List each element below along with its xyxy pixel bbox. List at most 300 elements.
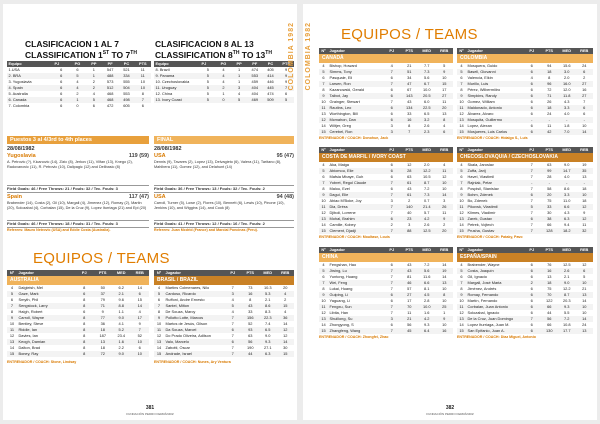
table-cell: 6	[322, 75, 325, 80]
column-header: Jugador	[328, 48, 383, 54]
table-cell: 10	[131, 351, 150, 357]
table-cell: 9	[436, 316, 454, 322]
table-cell: 11	[457, 105, 466, 111]
table-cell: 3.0	[558, 69, 576, 75]
table-cell: 4	[69, 85, 85, 91]
table-cell: 7	[390, 274, 393, 279]
table-cell: 9	[319, 292, 328, 298]
table-cell: 4.3	[564, 210, 570, 215]
table-cell: 8	[322, 186, 325, 191]
table-cell: 3.2	[418, 117, 436, 123]
table-cell: Yobret, Regol Claude	[328, 180, 383, 186]
table-cell: 7	[523, 228, 541, 234]
colombia-banner: COLOMBIA	[457, 54, 593, 63]
table-cell: Gil, Ignacio	[467, 274, 487, 279]
table-cell: 6	[523, 268, 541, 274]
table-cell: 5	[206, 91, 209, 96]
table-cell: 9	[319, 93, 328, 99]
table-cell: 6	[141, 103, 144, 108]
table-cell: Grainger, Stewart	[329, 99, 360, 104]
table-cell: 13	[319, 216, 328, 222]
table-cell: Solozabal, Ignacio	[467, 310, 500, 315]
table-cell: Fengshan, Hao	[329, 262, 357, 267]
table-cell: 2	[443, 222, 446, 227]
table-cell: 11	[442, 210, 447, 215]
table-cell: Abiomou, Elie	[328, 168, 383, 174]
table-cell: Margall, José Maria	[466, 280, 523, 286]
table-cell: 16	[582, 87, 587, 92]
table-cell: 1.8	[564, 123, 570, 128]
equipos-title-right: EQUIPOS / TEAMS	[341, 26, 478, 43]
column-header: Nº	[154, 270, 164, 276]
table-cell: 16.0	[558, 81, 576, 87]
table-cell: 468	[102, 97, 118, 103]
column-header: MED	[259, 270, 277, 276]
table-cell: Mosjueres, Luis Carlos	[466, 129, 523, 135]
table-cell: San Epifanio, Juan A.	[466, 328, 523, 334]
classification-2-table	[154, 61, 294, 103]
table-cell: 14	[137, 285, 142, 290]
table-cell: 23	[401, 216, 419, 222]
table-cell: 5.2	[112, 327, 131, 333]
table-cell: 488	[102, 73, 118, 79]
brazil-roster	[154, 285, 294, 357]
table-cell: 404	[251, 91, 259, 96]
table-cell: Wiltjer, Greg	[329, 123, 351, 128]
table-cell: 6	[523, 216, 541, 222]
table-cell: 11	[135, 73, 151, 79]
table-cell: 8	[249, 297, 252, 302]
table-cell: 8	[10, 309, 14, 314]
table-cell: 5	[457, 268, 466, 274]
table-cell: 99	[541, 168, 559, 174]
table-cell: 6	[530, 111, 533, 116]
column-header: PJ	[200, 61, 216, 67]
table-cell: 4. Spain	[7, 85, 53, 91]
table-cell: 6	[523, 192, 541, 198]
table-cell: 10	[459, 198, 464, 203]
table-cell: 71	[541, 93, 559, 99]
table-cell: 12	[156, 333, 162, 338]
table-cell: 9. Panama	[154, 73, 200, 79]
table-cell: 13	[442, 111, 447, 116]
final1-score: 95 (47)	[276, 153, 294, 159]
table-cell: 12	[576, 216, 594, 222]
table-cell: -	[558, 180, 576, 186]
game1-lines: A. Petrovic (?), Kicanovic (14), Zizic (8), Jerkov (11), Vilfan (13), Knego (2), Radovanovic (11), R. Petrovic (10), Dalipagic (12) and Delibasic (8)	[7, 160, 133, 169]
table-cell: 7.4	[265, 321, 271, 326]
table-cell: 7	[7, 303, 17, 309]
table-cell: Pospisil, Stanislav	[467, 186, 499, 191]
column-header: Jugador	[466, 247, 523, 253]
table-row	[457, 228, 593, 234]
table-cell: 4.1	[118, 321, 124, 326]
table-cell: 10	[442, 186, 447, 191]
table-cell: 2.0	[424, 162, 430, 167]
table-cell: 6	[390, 298, 393, 303]
table-cell: 553	[247, 73, 263, 79]
table-cell: 5	[206, 67, 209, 72]
table-cell: 6	[131, 291, 150, 297]
equipos-title: EQUIPOS / TEAMS	[33, 250, 170, 267]
table-cell: 6	[530, 63, 533, 68]
table-cell: 4	[443, 123, 446, 128]
table-cell: 12	[582, 262, 587, 267]
table-cell: 7.2	[424, 262, 430, 267]
table-cell: 5. Australia	[8, 91, 28, 96]
table-cell: 10	[436, 180, 454, 186]
table-cell: 4	[277, 291, 295, 297]
table-cell: Pollotto Lotte, Marcos	[164, 315, 224, 321]
table-cell: 6.5	[259, 327, 277, 333]
table-cell: 6	[523, 81, 541, 87]
table-cell: 33	[248, 309, 253, 314]
table-cell: 7.2	[558, 316, 576, 322]
table-cell: 66	[547, 322, 552, 327]
table-cell: 446	[267, 79, 274, 84]
table-cell: 7	[457, 180, 466, 186]
classification-1-table	[7, 61, 151, 109]
table-cell: 9.3	[424, 322, 430, 327]
table-cell: 605	[123, 103, 130, 108]
table-cell: 13	[457, 216, 466, 222]
table-cell: 36	[100, 321, 105, 326]
table-cell: 14	[321, 222, 326, 227]
column-header: MED	[558, 247, 576, 253]
table-cell: 16	[242, 291, 260, 297]
table-cell: 21	[407, 63, 412, 68]
table-cell: 38	[541, 216, 559, 222]
table-cell: 27	[576, 81, 594, 87]
column-header: REB	[576, 247, 594, 253]
table-cell: 4	[222, 67, 225, 72]
table-cell: 63	[547, 162, 552, 167]
table-cell: 122	[546, 298, 553, 303]
table-cell: 3	[390, 123, 393, 128]
table-cell: 9.3	[558, 304, 576, 310]
table-cell: 1	[238, 67, 241, 72]
table-row	[319, 228, 453, 234]
table-cell: 20	[541, 192, 559, 198]
table-cell: 4	[530, 75, 533, 80]
column-header: Equipo	[7, 61, 53, 67]
table-cell: 21.4	[418, 204, 436, 210]
table-cell: 10	[442, 298, 447, 303]
table-cell: Malou, Ezel	[329, 186, 350, 191]
table-cell: 6	[523, 69, 541, 75]
table-cell: 4	[284, 309, 287, 314]
table-cell: 8	[548, 75, 551, 80]
column-header: PJ	[523, 247, 541, 253]
table-cell: 6	[530, 286, 533, 291]
table-cell: Zhongyong, S	[329, 322, 354, 327]
canada-coach: ENTRENADOR / COACH: Donohue, Jack	[319, 136, 389, 140]
table-cell: 46	[401, 280, 419, 286]
table-cell: 61	[401, 192, 419, 198]
table-cell: 8	[75, 351, 94, 357]
table-cell: 7	[583, 99, 586, 104]
table-cell: 8	[436, 292, 454, 298]
canada-roster	[319, 63, 453, 135]
table-cell: Aka, Maiga	[329, 162, 349, 167]
column-header: PJ	[383, 48, 401, 54]
table-cell: Pasquale, Eli	[329, 75, 353, 80]
table-cell: 4	[460, 262, 463, 267]
table-cell: 3.3	[558, 105, 576, 111]
table-cell: 9	[436, 216, 454, 222]
table-cell: 15	[457, 129, 466, 135]
table-cell: 6	[523, 328, 541, 334]
table-cell: 14	[459, 222, 464, 227]
column-header: REB	[436, 48, 454, 54]
table-cell: 5	[583, 274, 586, 279]
table-cell: 4	[460, 63, 463, 68]
table-cell: 27	[576, 93, 594, 99]
table-cell: 2.2	[118, 345, 124, 350]
table-cell: 22.3	[259, 315, 277, 321]
table-cell: 1.1	[118, 309, 124, 314]
table-cell: Lopez, Alexan	[467, 123, 492, 128]
table-cell: 10	[576, 280, 594, 286]
table-cell: 9.3	[259, 339, 277, 345]
table-cell: 7.0	[558, 129, 576, 135]
table-cell: Rajnlak, Petar	[466, 180, 523, 186]
table-cell: 2.1	[265, 297, 271, 302]
table-cell: 11	[319, 105, 328, 111]
table-cell: 6	[322, 174, 325, 179]
table-cell: 14	[459, 322, 464, 327]
table-cell: 14	[277, 339, 295, 345]
table-cell: Smyth, Phil	[18, 297, 39, 302]
ivory-roster	[319, 162, 453, 234]
czech-roster	[457, 162, 593, 234]
table-cell: 2.0	[564, 75, 570, 80]
table-cell: 67	[407, 87, 412, 92]
table-cell: Valencia, Elkin	[467, 75, 493, 80]
table-cell: 6	[576, 268, 594, 274]
table-cell: 13	[319, 316, 328, 322]
table-cell: 7	[383, 81, 401, 87]
column-header: PTS	[401, 48, 419, 54]
table-cell: 72	[94, 351, 113, 357]
table-cell: 13	[154, 339, 164, 345]
table-cell: 8	[460, 186, 463, 191]
table-cell: 21	[401, 316, 419, 322]
spain-roster	[457, 262, 593, 334]
column-header: Jugador	[164, 270, 224, 276]
table-cell: Andrade, Israel	[164, 351, 224, 357]
table-cell: 5.6	[424, 75, 430, 80]
table-cell: 5	[319, 168, 328, 174]
table-cell: 4	[390, 63, 393, 68]
table-cell: 33	[541, 204, 559, 210]
table-cell: 11	[457, 204, 466, 210]
table-cell: 10.0	[418, 304, 436, 310]
table-cell: 72	[547, 87, 552, 92]
table-cell: 66	[547, 222, 552, 227]
table-cell: Mosquita, Guillermo	[466, 117, 523, 123]
column-header: Nº	[457, 247, 466, 253]
table-cell: 474	[251, 67, 259, 72]
table-cell: Mohal, Brahim	[328, 216, 383, 222]
table-cell: Yaguang, Li	[329, 298, 350, 303]
table-cell: 8	[436, 117, 454, 123]
table-cell: 6	[523, 129, 541, 135]
table-cell: 8	[83, 297, 86, 302]
column-header: PJ	[224, 270, 242, 276]
table-cell: 2.6	[424, 123, 430, 128]
table-cell: 4	[138, 309, 141, 314]
table-cell: 11. Uruguay	[154, 85, 200, 91]
table-cell: 7	[457, 81, 466, 87]
table-cell: 11	[582, 222, 587, 227]
colombia-roster	[457, 63, 593, 135]
table-cell: 6.2	[118, 285, 124, 290]
page-number-right: 382	[445, 405, 455, 411]
table-cell: 9	[457, 192, 466, 198]
table-cell: 6.7	[418, 81, 436, 87]
table-cell: Haigh, Robert	[18, 309, 43, 314]
table-row	[319, 328, 453, 334]
column-header: MED	[112, 270, 131, 276]
game2-lines: Brabender (14), Costa (2), Gil (10), Margall (4), Jimenez (12), Romay (2), Martin (20), Solozabal (4), Corbalan (15), De la Cruz (9), Lopez Iturriaga (21) and Epi (20)	[7, 201, 147, 210]
table-cell: Martos de Jesús, Gilson	[165, 321, 208, 326]
table-cell: 6	[460, 274, 463, 279]
column-header: PP	[86, 61, 102, 67]
table-cell: 9	[436, 69, 454, 75]
table-cell: 13	[94, 339, 113, 345]
australia-banner: AUSTRALIA	[7, 276, 149, 285]
table-cell: Rautins, Leo	[328, 105, 383, 111]
table-cell: 12	[459, 111, 464, 116]
table-cell: 6.3	[259, 351, 277, 357]
table-cell: 4	[222, 79, 225, 84]
canada-banner: CANADÁ	[319, 54, 453, 63]
table-cell: 10	[321, 198, 326, 203]
table-cell: Santel, Milton	[164, 303, 224, 309]
table-cell: 13	[321, 111, 326, 116]
table-cell: 1	[443, 310, 446, 315]
table-cell: 14	[576, 316, 594, 322]
table-cell: 7	[278, 85, 294, 91]
table-cell: 143	[401, 93, 419, 99]
table-cell: 4.2	[418, 216, 436, 222]
table-cell: 2.6	[558, 268, 576, 274]
table-cell: 26	[436, 204, 454, 210]
table-cell: 8.6	[564, 186, 570, 191]
table-cell: 9	[583, 210, 586, 215]
table-cell: 6	[390, 87, 393, 92]
table-cell: Mosquera, Guido	[467, 63, 498, 68]
table-cell: 33	[407, 111, 412, 116]
table-cell: 15	[436, 81, 454, 87]
table-cell: 73	[248, 285, 253, 290]
table-cell: 4	[460, 162, 463, 167]
table-cell: 12	[321, 210, 326, 215]
table-cell: 6.6	[558, 204, 576, 210]
table-cell: 12.2	[562, 286, 571, 291]
table-cell: Do Prado Oliveira, Adilson	[165, 333, 211, 338]
table-cell: Larsen, Ron	[328, 81, 383, 87]
table-cell: 5	[154, 291, 164, 297]
table-cell: 14	[459, 123, 464, 128]
table-cell: 15	[319, 328, 328, 334]
table-cell: -	[541, 180, 559, 186]
table-cell: 11	[140, 67, 145, 72]
table-cell: 17	[407, 298, 412, 303]
table-cell: 4	[322, 63, 325, 68]
table-cell: 36	[277, 315, 295, 321]
column-header: Jugador	[466, 48, 523, 54]
table-cell: 134	[401, 105, 419, 111]
game2-title: 117 (47) Spain	[7, 194, 149, 200]
table-cell: 18	[541, 105, 559, 111]
table-cell: 8.7	[558, 292, 576, 298]
table-cell: 20	[436, 105, 454, 111]
table-cell: 81	[407, 274, 412, 279]
table-cell: 6	[390, 186, 393, 191]
table-cell: 14	[576, 129, 594, 135]
table-cell: 35	[576, 168, 594, 174]
table-cell: 6	[576, 69, 594, 75]
column-header: Nº	[319, 247, 328, 253]
table-cell: Basell, Giovanni	[466, 69, 523, 75]
table-cell: 5.6	[418, 268, 436, 274]
table-cell: 187	[99, 333, 106, 338]
table-cell: 414	[263, 73, 279, 79]
table-cell: 19	[582, 162, 587, 167]
table-cell: 23.4	[117, 333, 126, 338]
side-tag-left: COLOMBIA 1982	[288, 22, 295, 91]
right-page	[303, 4, 597, 420]
table-cell: 2.1	[564, 274, 570, 279]
table-cell: 4	[443, 162, 446, 167]
left-page	[3, 4, 297, 420]
table-cell: 9.6	[118, 297, 124, 302]
table-cell: 43	[401, 268, 419, 274]
table-cell: 459	[251, 79, 259, 84]
column-header: PTS	[541, 48, 559, 54]
table-cell: 18	[541, 280, 559, 286]
table-cell: 6	[530, 123, 533, 128]
table-cell: 8. Brazil	[155, 67, 170, 72]
table-cell: 18	[100, 345, 105, 350]
final-bar: FINAL	[154, 136, 294, 144]
table-cell: 11	[407, 310, 412, 315]
table-cell: 6	[383, 117, 401, 123]
table-cell: 11	[154, 327, 164, 333]
column-header: PTS	[135, 61, 151, 67]
table-cell: 6	[383, 292, 401, 298]
table-cell: 10	[459, 99, 464, 104]
table-cell: 6	[224, 339, 242, 345]
table-cell: 10	[321, 298, 326, 303]
column-header: MED	[418, 147, 436, 153]
table-cell: 3. Yugoslavia	[8, 79, 32, 84]
table-cell: -	[558, 117, 576, 123]
table-cell: 3	[408, 222, 411, 227]
table-cell: 6	[138, 345, 141, 350]
table-cell: 4	[322, 262, 325, 267]
table-cell: 10	[321, 99, 326, 104]
table-cell: 18	[582, 198, 587, 203]
table-cell: 128	[541, 228, 559, 234]
table-cell: 9	[457, 292, 466, 298]
column-header: PTS	[278, 61, 294, 67]
table-cell: Martins Colmenares, Nilo	[165, 285, 210, 290]
table-cell: Zuffa, Jarij	[466, 168, 523, 174]
table-cell: 573	[106, 79, 114, 84]
